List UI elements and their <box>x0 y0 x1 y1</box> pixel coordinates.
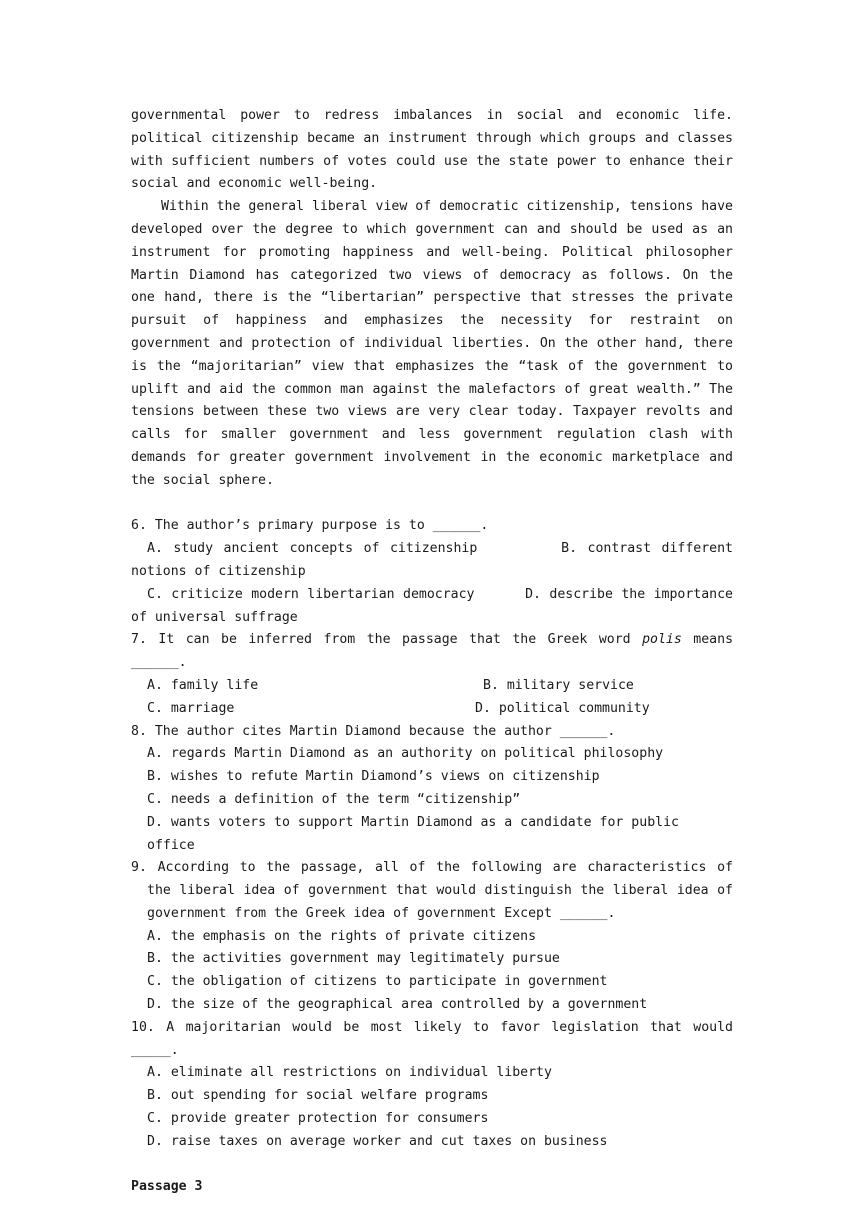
question-7-options-cd <box>131 698 733 721</box>
question-7 <box>131 629 733 720</box>
stem-text-before: 7. It can be inferred from the passage that the Greek word <box>131 632 643 648</box>
option-c: C. marriage <box>147 700 235 716</box>
option-b: B. military service <box>483 677 634 693</box>
spacer <box>131 1154 733 1177</box>
question-6-stem: 6. The author’s primary purpose is to ______. <box>131 518 489 534</box>
option-b: B. wishes to refute Martin Diamond’s views on citizenship <box>147 769 600 785</box>
option-b: B. contrast different notions of citizenship <box>131 541 733 579</box>
option-d: D. raise taxes on average worker and cut taxes on business <box>147 1133 608 1149</box>
option-c: C. needs a definition of the term “citizenship” <box>147 791 521 807</box>
option-c: C. the obligation of citizens to participate in government <box>147 974 608 990</box>
question-10-stem: 10. A majoritarian would be most likely to favor legislation that would _____. <box>131 1019 733 1058</box>
option-d: D. describe the importance of universal suffrage <box>131 586 733 625</box>
option-b: B. the activities government may legitimately pursue <box>147 951 560 967</box>
question-6 <box>131 515 733 629</box>
option-a: A. regards Martin Diamond as an authority on political philosophy <box>147 746 664 762</box>
question-7-stem <box>131 629 733 675</box>
option-a: A. the emphasis on the rights of private citizens <box>147 928 537 944</box>
option-c: C. provide greater protection for consumers <box>147 1111 489 1127</box>
question-8 <box>131 721 733 858</box>
question-9-stem: 9. According to the passage, all of the following are characteristics of the liberal idea of government that would distinguish the liberal idea of government from the Greek idea of government Except ______. <box>131 860 733 921</box>
option-c: C. criticize modern libertarian democracy <box>147 586 475 602</box>
question-8-stem: 8. The author cites Martin Diamond because the author ______. <box>131 723 616 739</box>
option-a: A. family life <box>147 677 259 693</box>
option-a: A. study ancient concepts of citizenship <box>147 541 478 557</box>
question-6-options-ab <box>131 538 733 584</box>
question-10 <box>131 1017 733 1154</box>
option-b: B. out spending for social welfare programs <box>147 1088 489 1104</box>
option-a: A. eliminate all restrictions on individual liberty <box>147 1065 552 1081</box>
spacer <box>131 493 733 516</box>
section-heading: Passage 3 <box>131 1179 203 1195</box>
passage-paragraph-1: governmental power to redress imbalances in social and economic life. political citizenship became an instrument through which groups and classes with sufficient numbers of votes could use the state power to enhance their social and economic well-being. <box>131 108 733 192</box>
question-9 <box>131 857 733 1017</box>
stem-italic-word: polis <box>642 632 682 648</box>
option-d: D. political community <box>475 700 650 716</box>
option-d: D. wants voters to support Martin Diamond as a candidate for public office <box>147 814 679 853</box>
question-6-options-cd <box>131 584 733 630</box>
stem-text-after: means ______. <box>131 632 734 671</box>
passage-paragraph-2: Within the general liberal view of democratic citizenship, tensions have developed over the degree to which government can and should be used as an instrument for promoting happiness and well-being. Political philosopher Martin Diamond has categorized two views of democracy as follows. On the one hand, there is the “libertarian” perspective that stresses the private pursuit of happiness and emphasizes the necessity for restraint on government and protection of individual liberties. On the other hand, there is the “majoritarian” view that emphasizes the “task of the government to uplift and aid the common man against the malefactors of great wealth.” The tensions between these two views are very clear today. Taxpayer revolts and calls for smaller government and less government regulation clash with demands for greater government involvement in the economic marketplace and the social sphere. <box>131 199 733 488</box>
option-d: D. the size of the geographical area controlled by a government <box>147 997 648 1013</box>
document-page <box>131 105 733 1199</box>
question-7-options-ab <box>131 675 733 698</box>
